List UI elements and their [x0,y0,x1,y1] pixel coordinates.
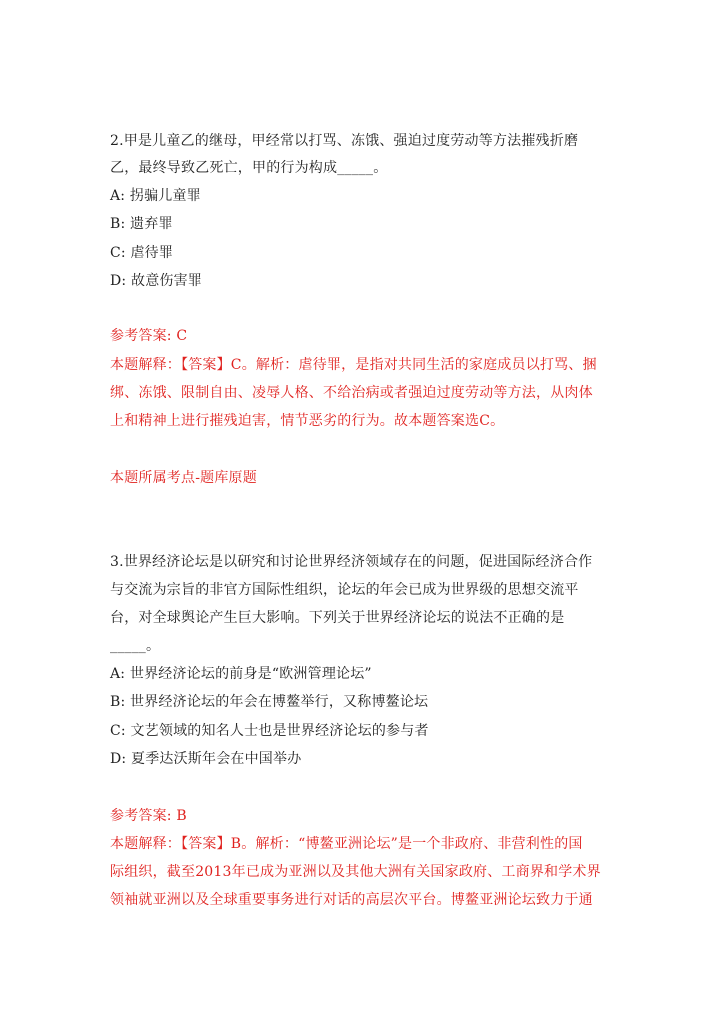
q3-option-c: C: 文艺领域的知名人士也是世界经济论坛的参与者 [110,723,429,739]
q3-option-a: A: 世界经济论坛的前身是“欧洲管理论坛” [110,666,372,682]
q3-stem-line-2: 与交流为宗旨的非官方国际性组织，论坛的年会已成为世界级的思想交流平 [110,582,579,598]
q2-topic: 本题所属考点-题库原题 [110,470,257,486]
q2-stem-line-2: 乙，最终导致乙死亡，甲的行为构成_____。 [110,160,388,176]
q2-stem-line-1: 2.甲是儿童乙的继母，甲经常以打骂、冻饿、强迫过度劳动等方法摧残折磨 [110,133,579,149]
q3-stem-line-1: 3.世界经济论坛是以研究和讨论世界经济领域存在的问题，促进国际经济合作 [110,554,593,570]
q3-stem-line-3: 台，对全球舆论产生巨大影响。下列关于世界经济论坛的说法不正确的是 [110,610,565,626]
q2-explanation-line-3: 上和精神上进行摧残迫害，情节恶劣的行为。故本题答案选C。 [110,413,505,429]
q2-option-c: C: 虐待罪 [110,245,174,261]
q2-explanation-line-2: 绑、冻饿、限制自由、凌辱人格、不给治病或者强迫过度劳动等方法，从肉体 [110,385,593,401]
q2-option-b: B: 遗弃罪 [110,216,173,232]
q3-option-d: D: 夏季达沃斯年会在中国举办 [110,751,302,767]
q3-stem-line-4: _____。 [110,638,161,654]
q3-explanation-line-2: 际组织，截至2013年已成为亚洲以及其他大洲有关国家政府、工商界和学术界 [110,864,601,880]
q3-explanation-line-1: 本题解释：【答案】B。解析：“博鳌亚洲论坛”是一个非政府、非营利性的国 [110,836,583,852]
q2-answer: 参考答案: C [110,328,188,344]
q2-option-a: A: 拐骗儿童罪 [110,188,201,204]
q2-option-d: D: 故意伤害罪 [110,273,202,289]
q3-explanation-line-3: 领袖就亚洲以及全球重要事务进行对话的高层次平台。博鳌亚洲论坛致力于通 [110,892,593,908]
q3-option-b: B: 世界经济论坛的年会在博鳌举行，又称博鳌论坛 [110,694,429,710]
q3-answer: 参考答案: B [110,808,187,824]
q2-explanation-line-1: 本题解释：【答案】C。解析：虐待罪，是指对共同生活的家庭成员以打骂、捆 [110,357,597,373]
